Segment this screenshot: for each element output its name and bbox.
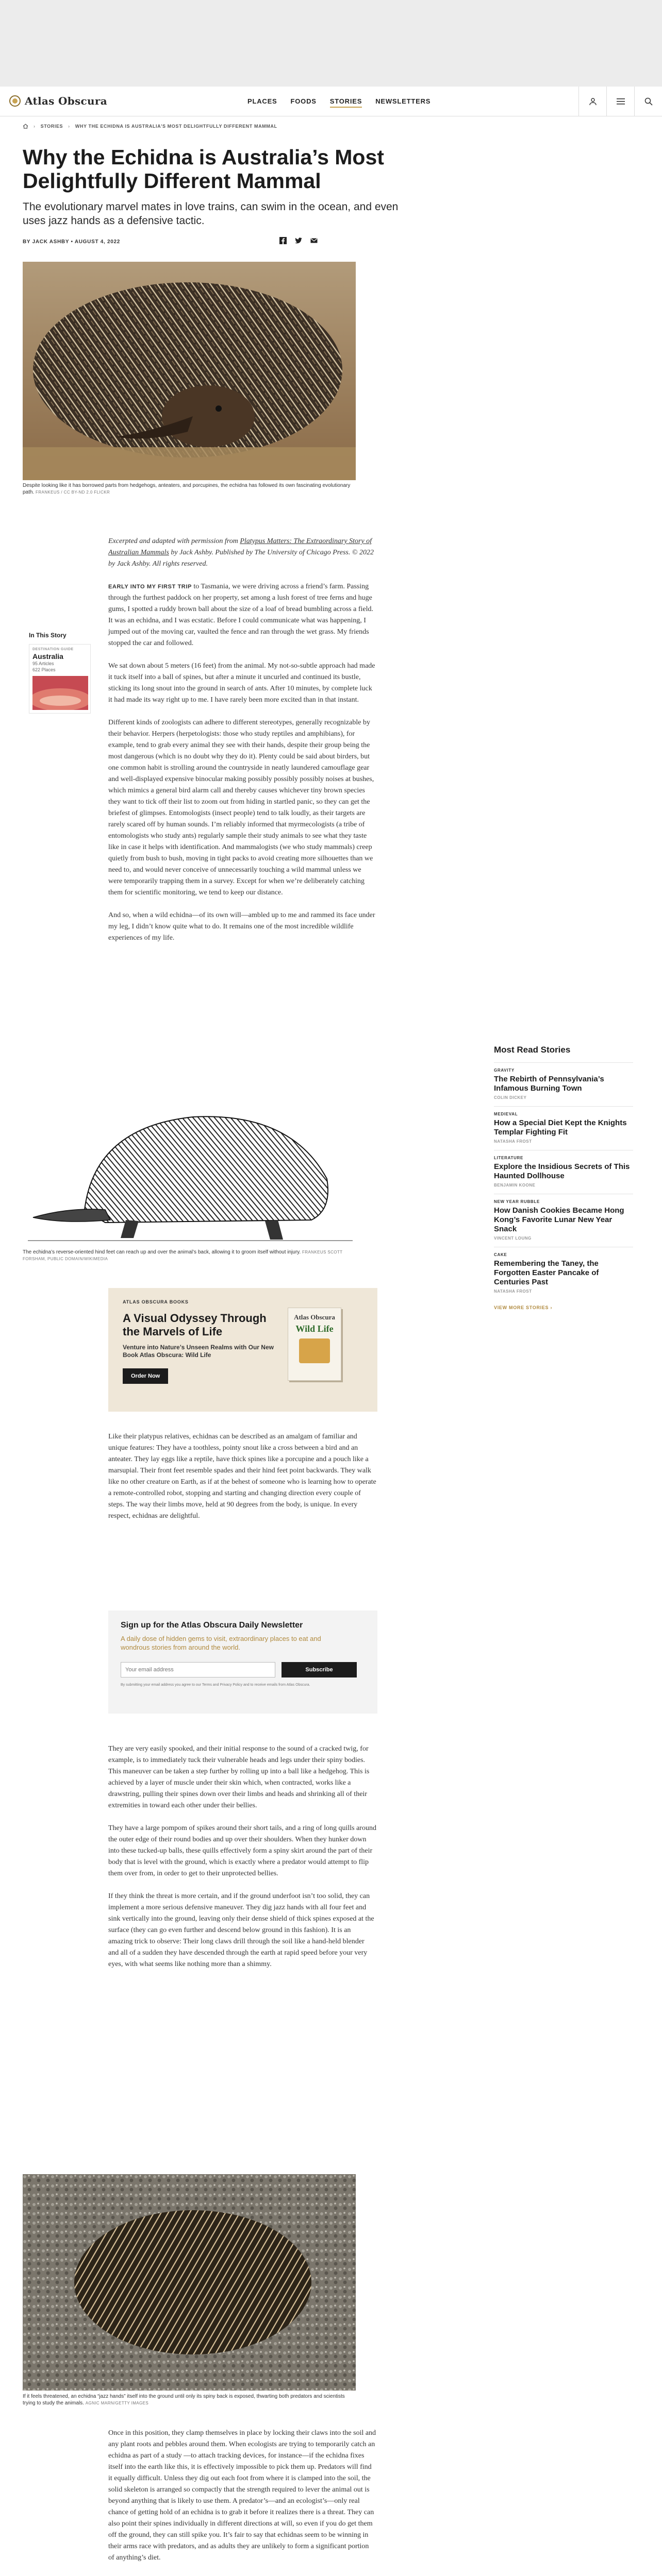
share-buttons xyxy=(279,237,318,244)
chevron-right-icon: › xyxy=(68,124,70,129)
most-read-author: BENJAMIN KOONE xyxy=(494,1183,536,1188)
menu-button[interactable] xyxy=(606,87,634,116)
breadcrumb-current: WHY THE ECHIDNA IS AUSTRALIA'S MOST DELIGHTFULLY DIFFERENT MAMMAL xyxy=(75,124,277,129)
article-body-part-3 xyxy=(108,1743,376,1981)
photo2-caption-text: If it feels threatened, an echidna “jazz hands” itself into the ground until only its spiny back is exposed, thwarting both predators and scientists trying to study the animals. xyxy=(23,2394,345,2406)
order-now-button[interactable]: Order Now xyxy=(123,1368,168,1384)
book-cover-art xyxy=(299,1338,330,1363)
view-more-stories-link[interactable]: VIEW MORE STORIES › xyxy=(494,1305,553,1310)
hero-caption xyxy=(23,482,356,496)
paragraph-3: Different kinds of zoologists can adhere to different stereotypes, generally recognizable by their behavior. Herpers (herpetologists: those who study reptiles and amphibians), for example, tend to grab every animal they see with their hands, despite their group being the most dangerous (which is no doubt why they do it). Plenty could be said about birders, but one common habit is strolling around the countryside in neatly laundered camouflage gear and well-displayed expensive binocular making possibly possibly possibly noises at bushes, which mimics a general bird alarm call and thereby causes whichever tiny brown species they want to tick off their list to zoom out from hiding in startled panic, so they can get the briefest of glimpses. Entomologists (insect people) tend to talk loudly, as their targets are rarely scared off by human sounds. I’m reliably informed that myrmecologists (a tribe of entomologists who study ants) regularly sample their study animals to see what they taste like in case it helps with identification. And mammalogists (we who study mammals) creep quietly from bush to bush, moving in tight packs to avoid creating more silhouettes than we need to, and would never conceive of unnecessarily touching a wild mammal unless we were temporarily trapping them in a survey. Except for when we’re deliberately catching them for scientific monitoring, we tend to keep our distance. xyxy=(108,719,374,896)
excerpt-suffix: by Jack Ashby. Published by The University of Chicago Press. © 2022 by Jack Ashby. All rights reserved. xyxy=(108,549,374,568)
article-dek: The evolutionary marvel mates in love trains, can swim in the ocean, and even uses jazz hands as a defensive tactic. xyxy=(23,201,399,227)
most-read-author: NATASHA FROST xyxy=(494,1289,532,1294)
paragraph-9: Once in this position, they clamp themselves in place by locking their claws into the soil and any plant roots and pebbles around them. When ecologists are trying to temporarily catch an echidna as part of a study —to attach tracking devices, for instance—if the echidna fixes itself into the earth like this, it is effectively impossible to pick them up. Predators will find it equally difficult. Unless they dig out each foot from where it is clamped into the soil, the solid skeleton is arranged so compactly that the strength required to lever the animal out is beyond anything that is likely to use them. A predator’s—and an ecologist’s—only real chance of getting hold of an echidna is to grab it before it realizes there is a threat. They can also point their spines individually in different directions at will, so even if you do get them off the ground, they can still spike you. It’s fair to say that echidnas seem to be winning in their arms race with predators, and as adults they are unlikely to form a significant portion of anything’s diet. xyxy=(108,2429,376,2562)
most-read-title[interactable]: Explore the Insidious Secrets of This Haunted Dollhouse xyxy=(494,1162,630,1180)
photo2-caption xyxy=(23,2393,356,2406)
article-body-part-4 xyxy=(108,2428,376,2576)
paragraph-1-text: to Tasmania, we were driving across a friend’s farm. Passing through the furthest paddock on her property, set among a lush forest of tree ferns and huge gums, I spotted a ruddy brown ball about the size of a loaf of bread bumbling across a field. It was an echidna, and I was ecstatic. Before I could communicate what was happening, I jumped out of the moving car, vaulted the fence and ran through the wet grass. My friends stopped the car and followed. xyxy=(108,583,373,647)
site-logo[interactable] xyxy=(9,95,107,107)
paragraph-7: They have a large pompom of spikes around their short tails, and a ring of long quills around the outer edge of their round bodies and up over their shoulders. When they hunker down into these tucked-up balls, these quills effectively form a spiny skirt around the part of their body that is level with the ground, which is exactly where a predator would attempt to flip them over from, in order to get to their unprotected bellies. xyxy=(108,1824,376,1877)
destination-places: 622 Places xyxy=(32,667,56,672)
email-icon[interactable] xyxy=(310,237,318,244)
twitter-icon[interactable] xyxy=(295,237,302,244)
newsletter-subtitle: A daily dose of hidden gems to visit, extraordinary places to eat and wondrous stories from around the world. xyxy=(121,1635,321,1651)
paragraph-5: Like their platypus relatives, echidnas can be described as an amalgam of familiar and unique features: They have a toothless, pointy snout like a cross between a bird and an anteater. They lay eggs like a reptile, have thick spines like a porcupine and a pouch like a marsupial. Their front feet resemble spades and their hind feet point backwards. They walk like no other creature on Earth, as if at the behest of someone who is learning how to operate a remote-controlled robot, stopping and starting and changing direction every couple of steps. The way their limbs move, held at 90 degrees from the body, is unique. In every respect, echidnas are delightful. xyxy=(108,1433,376,1520)
most-read-title[interactable]: The Rebirth of Pennsylvania’s Infamous Burning Town xyxy=(494,1075,604,1093)
most-read-heading: Most Read Stories xyxy=(494,1045,571,1055)
paragraph-4: And so, when a wild echidna—of its own will—ambled up to me and rammed its face under my leg, I didn’t know quite what to do. It remains one of the most incredible wildlife experiences of my life. xyxy=(108,911,375,942)
destination-card-australia[interactable] xyxy=(29,644,91,714)
echidna-dug-in-photo xyxy=(23,2174,356,2391)
search-button[interactable] xyxy=(634,87,662,116)
destination-articles: 95 Articles xyxy=(32,661,54,666)
in-this-story xyxy=(29,632,91,714)
echidna-illustration xyxy=(23,1091,356,1246)
excerpt-prefix: Excerpted and adapted with permission from xyxy=(108,537,240,545)
excerpt-book-link[interactable]: Platypus Matters: The Extraordinary Story of Australian Mammals xyxy=(108,537,372,556)
article-byline: BY JACK ASHBY • AUGUST 4, 2022 xyxy=(23,239,120,245)
most-read-item[interactable] xyxy=(494,1194,633,1247)
destination-label: DESTINATION GUIDE xyxy=(32,648,74,651)
most-read-item[interactable] xyxy=(494,1150,633,1194)
newsletter-signup xyxy=(108,1611,377,1714)
destination-thumbnail xyxy=(32,676,88,710)
newsletter-legal: By submitting your email address you agree to our Terms and Privacy Policy and to receive emails from Atlas Obscura. xyxy=(121,1683,310,1687)
user-icon xyxy=(589,97,597,106)
top-ad-banner xyxy=(0,0,662,87)
illustration-caption-text: The echidna’s reverse-oriented hind feet can reach up and over the animal’s back, allowing it to groom itself without injury. xyxy=(23,1249,301,1255)
hero-caption-text: Despite looking like it has borrowed parts from hedgehogs, anteaters, and porcupines, the echidna has followed its own fascinating evolutionary path. xyxy=(23,483,351,495)
paragraph-2: We sat down about 5 meters (16 feet) from the animal. My not-so-subtle approach had made it tuck itself into a ball of spines, but after a minute it uncurled and continued its bustle, sticking its long snout into the ground in search of ants. After 10 minutes, by complete luck it had made its way right up to me. I have rarely been more excited than in that instant. xyxy=(108,662,375,704)
paragraph-1 xyxy=(108,581,376,649)
illustration-caption-credit: FRANKEUS SCOTT FORSHAM, PUBLIC DOMAIN/WIKIMEDIA xyxy=(23,1250,343,1261)
nav-link-places[interactable]: PLACES xyxy=(247,97,277,105)
nav-link-stories[interactable]: STORIES xyxy=(330,97,362,108)
globe-icon xyxy=(9,95,21,107)
most-read-title[interactable]: How Danish Cookies Became Hong Kong’s Favorite Lunar New Year Snack xyxy=(494,1206,624,1233)
most-read-category: MEDIEVAL xyxy=(494,1112,518,1116)
nav-link-newsletters[interactable]: NEWSLETTERS xyxy=(375,97,431,105)
most-read-stories xyxy=(494,1045,633,1310)
most-read-category: LITERATURE xyxy=(494,1156,524,1160)
book-promo xyxy=(108,1288,377,1412)
excerpt-note xyxy=(108,536,376,570)
paragraph-6: They are very easily spooked, and their initial response to the sound of a cracked twig, for example, is to immediately tuck their vulnerable heads and legs under their spiny bodies. This maneuver can be taken a step further by rolling up into a ball like a hedgehog. This is achieved by a layer of muscle under their skin which, when contracted, works like a drawstring, pulling their spines down over their limbs and heads and shrinking all of their extremities in toward each other under their bellies. xyxy=(108,1745,370,1809)
nav-link-foods[interactable]: FOODS xyxy=(290,97,317,105)
site-header xyxy=(0,87,662,116)
newsletter-title: Sign up for the Atlas Obscura Daily Newsletter xyxy=(121,1621,303,1630)
home-icon[interactable] xyxy=(23,124,28,129)
most-read-item[interactable] xyxy=(494,1062,633,1106)
photo2-caption-credit: AGNIC MARN/GETTY IMAGES xyxy=(85,2401,149,2405)
illustration-caption xyxy=(23,1249,356,1262)
most-read-author: VINCENT LOUNG xyxy=(494,1236,532,1241)
article-body-part-1 xyxy=(108,536,376,955)
paragraph-8: If they think the threat is more certain, and if the ground underfoot isn’t too solid, they can implement a more serious defensive maneuver. They dig jazz hands with all four feet and sink vertically into the ground, leaving only their dense shield of thick spines exposed at the surface (they can go even further and descend below ground in this fashion). It is an amazing trick to observe: Their long claws drill through the soil like a hand-held blender and all of a sudden they have descended through the earth at rapid speed before your very eyes, with what seems like nothing more than a shimmy. xyxy=(108,1892,374,1968)
hamburger-icon xyxy=(617,98,625,105)
main-nav xyxy=(247,97,431,108)
search-icon xyxy=(644,97,653,106)
promo-subtitle: Venture into Nature’s Unseen Realms with Our New Book Atlas Obscura: Wild Life xyxy=(123,1344,274,1359)
nav-icons xyxy=(578,87,662,116)
article-body-part-2 xyxy=(108,1431,376,1533)
most-read-item[interactable] xyxy=(494,1106,633,1150)
in-this-story-heading: In This Story xyxy=(29,632,67,639)
article-title: Why the Echidna is Australia’s Most Delightfully Different Mammal xyxy=(23,145,384,193)
breadcrumb-stories[interactable]: STORIES xyxy=(40,124,63,129)
most-read-category: GRAVITY xyxy=(494,1068,515,1073)
newsletter-form xyxy=(121,1662,365,1677)
book-cover[interactable] xyxy=(288,1308,341,1381)
promo-kicker: ATLAS OBSCURA BOOKS xyxy=(123,1299,189,1304)
most-read-title[interactable]: How a Special Diet Kept the Knights Templar Fighting Fit xyxy=(494,1118,627,1137)
most-read-author: COLIN DICKEY xyxy=(494,1095,527,1100)
subscribe-button[interactable]: Subscribe xyxy=(282,1662,357,1677)
chevron-right-icon: › xyxy=(34,124,36,129)
logo-text: Atlas Obscura xyxy=(25,95,107,107)
most-read-category: NEW YEAR RUBBLE xyxy=(494,1199,540,1204)
lead-in: EARLY INTO MY FIRST TRIP xyxy=(108,584,192,590)
hero-caption-credit: FRANKEUS / CC BY-ND 2.0 FLICKR xyxy=(36,490,110,495)
hero-image-echidna xyxy=(23,262,356,480)
most-read-item[interactable] xyxy=(494,1247,633,1300)
book-cover-title: Wild Life xyxy=(295,1324,334,1334)
newsletter-email-input[interactable] xyxy=(121,1662,275,1677)
most-read-title[interactable]: Remembering the Taney, the Forgotten Easter Pancake of Centuries Past xyxy=(494,1259,599,1286)
book-cover-brand: Atlas Obscura xyxy=(294,1313,335,1321)
destination-name: Australia xyxy=(32,652,63,660)
most-read-author: NATASHA FROST xyxy=(494,1139,532,1144)
most-read-category: CAKE xyxy=(494,1252,507,1257)
promo-title: A Visual Odyssey Through the Marvels of Life xyxy=(123,1312,267,1338)
facebook-icon[interactable] xyxy=(279,237,287,244)
breadcrumb xyxy=(23,124,277,129)
user-account-button[interactable] xyxy=(578,87,606,116)
